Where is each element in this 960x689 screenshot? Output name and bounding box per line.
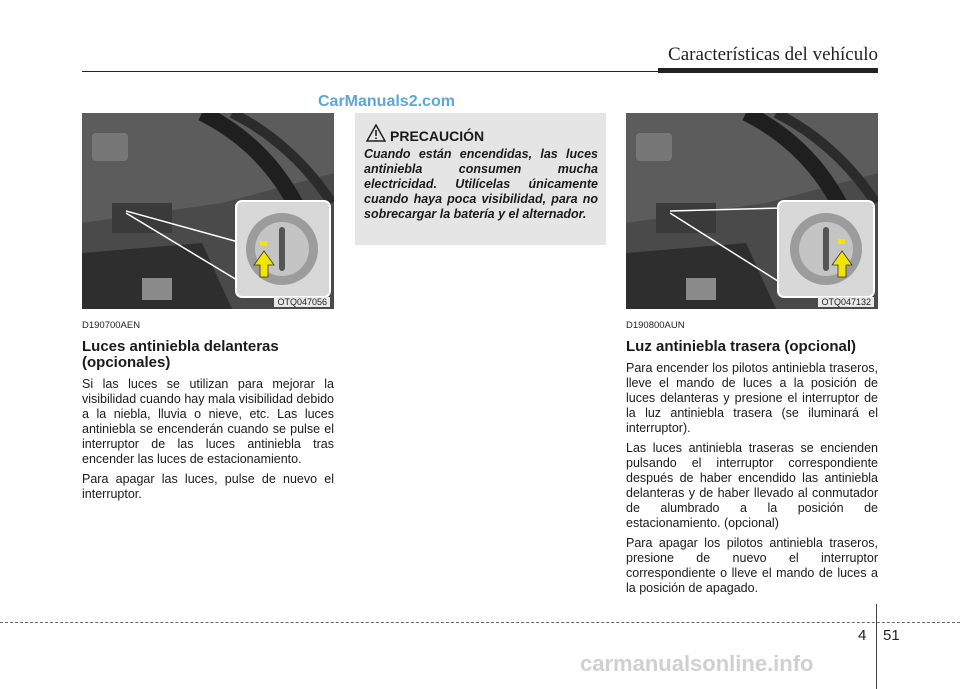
- paragraph: Para encender los pilotos antiniebla traseros, lleve el mando de luces a la posición de luces delanteras y presione el interruptor de la luz antiniebla trasera (se iluminará el interruptor).: [626, 361, 878, 435]
- section-code: D190800AUN: [626, 320, 685, 331]
- paragraph: Las luces antiniebla traseras se encienden pulsando el interruptor correspondiente después de haber encendido las antiniebla delanteras y de haber llevado al conmutador de alumbrado a la posición de estacionamiento. (opcional): [626, 441, 878, 530]
- rear-fog-switch-photo: [626, 113, 878, 309]
- watermark-bottom[interactable]: carmanualsonline.info: [580, 651, 814, 676]
- footer-dashed-rule: [0, 622, 960, 623]
- warning-triangle-icon: [366, 124, 386, 142]
- paragraph: Para apagar las luces, pulse de nuevo el interruptor.: [82, 472, 334, 501]
- caution-box: [355, 113, 606, 245]
- chapter-number: 4: [858, 627, 867, 644]
- front-fog-switch-photo: [82, 113, 334, 309]
- section-heading: Luces antiniebla delanteras (opcionales): [82, 338, 279, 371]
- section-code: D190700AEN: [82, 320, 141, 331]
- paragraph: Para apagar los pilotos antiniebla traseros, presione de nuevo el interruptor correspondiente o lleve el mando de luces a la posición de apagado.: [626, 536, 878, 595]
- header-title: Características del vehículo: [668, 44, 878, 65]
- paragraph: Si las luces se utilizan para mejorar la visibilidad cuando hay mala visibilidad debido a la niebla, lluvia o nieve, etc. Las luces antiniebla se encenderán cuando se pulse el interruptor de las luces antiniebla tras encender las luces de estacionamiento.: [82, 377, 334, 466]
- caution-title: PRECAUCIÓN: [390, 128, 485, 144]
- image-caption: OTQ047056: [274, 297, 330, 307]
- page-number: 51: [883, 627, 900, 644]
- right-column: [626, 318, 878, 601]
- image-caption: OTQ047132: [818, 297, 874, 307]
- left-column: [82, 318, 334, 507]
- caution-body: Cuando están encendidas, las luces antiniebla consumen mucha electricidad. Utilícelas únicamente cuando haya poca visibilidad, para no sobrecargar la batería y el alternador.: [364, 147, 598, 221]
- footer-vertical-rule: [876, 604, 877, 689]
- section-heading: Luz antiniebla trasera (opcional): [626, 338, 857, 355]
- watermark-top[interactable]: CarManuals2.com: [318, 93, 455, 110]
- header-rule-thin: [82, 71, 660, 72]
- header-rule-thick: [658, 68, 878, 73]
